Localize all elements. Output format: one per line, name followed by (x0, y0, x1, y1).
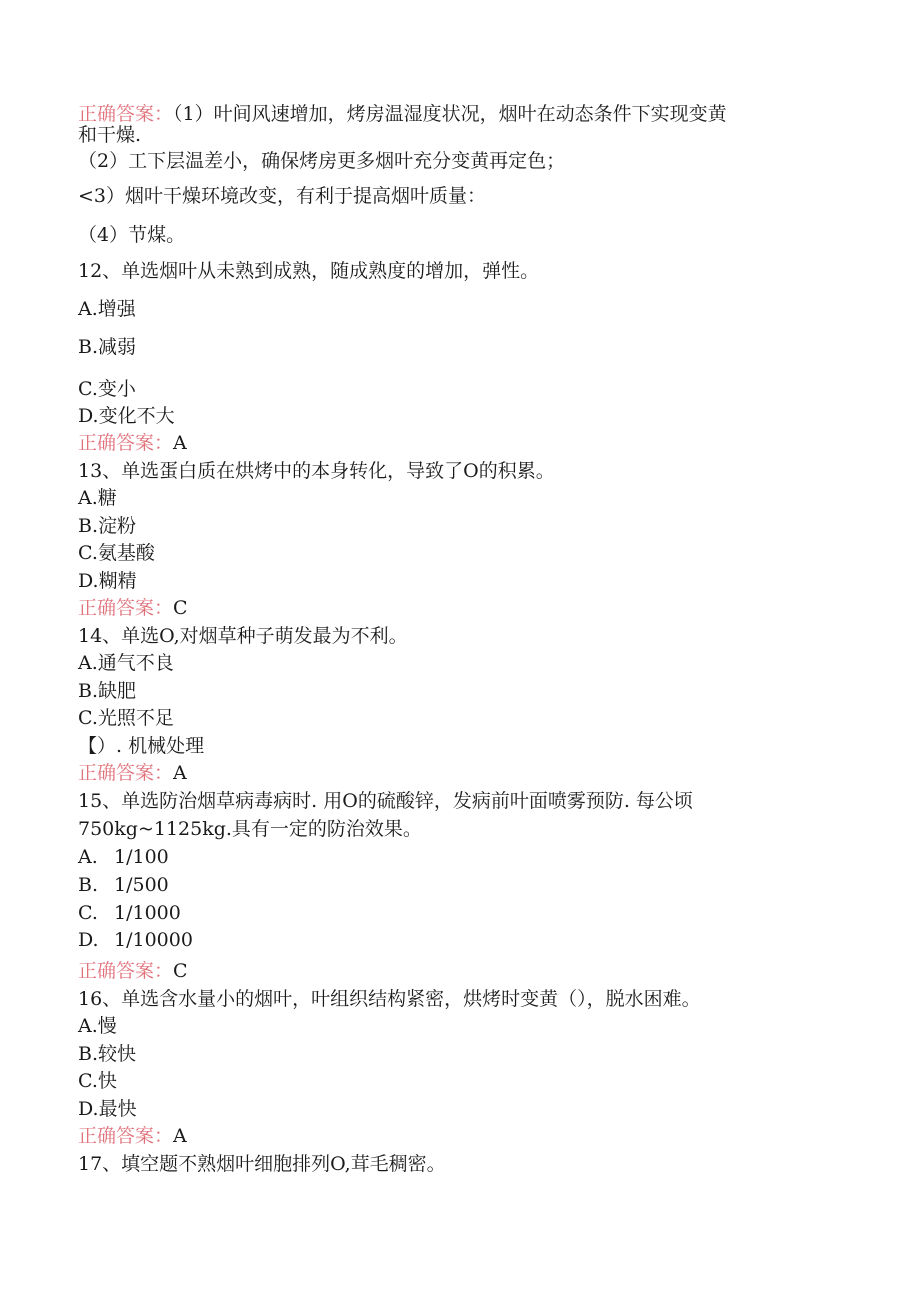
answer-label: 正确答案： (78, 103, 174, 125)
q16-option-d: D.最快 (78, 1098, 137, 1120)
answer-value: A (173, 762, 187, 784)
q15-option-c (78, 902, 181, 924)
answer-label: 正确答案： (78, 1125, 174, 1147)
q15-option-a (78, 846, 169, 868)
option-letter: B. (78, 874, 99, 896)
q15-stem-line-1: 15、单选防治烟草病毒病时. 用O的硫酸锌，发病前叶面喷雾预防. 每公顷 (78, 790, 693, 812)
q11-answer-line-2: 和干燥. (78, 124, 142, 146)
q11-answer-line-1 (78, 103, 727, 125)
q13-stem: 13、单选蛋白质在烘烤中的本身转化，导致了O的积累。 (78, 460, 555, 482)
q16-stem: 16、单选含水量小的烟叶，叶组织结构紧密，烘烤时变黄（），脱水困难。 (78, 988, 701, 1010)
answer-label: 正确答案： (78, 762, 174, 784)
q12-option-a: A.增强 (78, 298, 136, 320)
q14-stem: 14、单选O,对烟草种子萌发最为不利。 (78, 625, 408, 647)
option-letter: A. (78, 846, 98, 868)
answer-value: C (173, 597, 188, 619)
q16-answer (78, 1125, 187, 1147)
answer-value: A (173, 432, 187, 454)
q13-option-b: B.淀粉 (78, 515, 137, 537)
answer-label: 正确答案： (78, 597, 174, 619)
q15-option-b (78, 874, 169, 896)
option-text: 1/100 (114, 846, 169, 868)
q13-option-a: A.糖 (78, 487, 117, 509)
option-letter: D. (78, 929, 99, 951)
q14-option-b: B.缺肥 (78, 680, 137, 702)
q14-option-c: C.光照不足 (78, 707, 174, 729)
q12-option-b: B.减弱 (78, 336, 137, 358)
q11-answer-line-3: （2）工下层温差小，确保烤房更多烟叶充分变黄再定色； (78, 150, 566, 172)
answer-label: 正确答案： (78, 960, 174, 982)
answer-value: A (173, 1125, 187, 1147)
q11-answer-line-5: （4）节煤。 (78, 224, 186, 246)
q15-answer (78, 960, 188, 982)
q12-answer (78, 432, 187, 454)
q12-option-c: C.变小 (78, 378, 136, 400)
option-text: 1/500 (114, 874, 169, 896)
option-text: 1/10000 (114, 929, 193, 951)
answer-value: C (173, 960, 188, 982)
option-letter: C. (78, 902, 98, 924)
q16-option-c: C.快 (78, 1070, 117, 1092)
q15-stem-line-2: 750kg~1125kg.具有一定的防治效果。 (78, 818, 422, 840)
q13-option-c: C.氨基酸 (78, 542, 155, 564)
q11-answer-line-4: <3）烟叶干燥环境改变，有利于提高烟叶质量： (78, 185, 487, 207)
q15-option-d (78, 929, 193, 951)
answer-label: 正确答案： (78, 432, 174, 454)
q14-option-d: 【）. 机械处理 (78, 735, 205, 757)
q14-option-a: A.通气不良 (78, 652, 174, 674)
answer-text: （1）叶间风速增加，烤房温湿度状况，烟叶在动态条件下实现变黄 (173, 103, 727, 125)
option-text: 1/1000 (114, 902, 181, 924)
q16-option-a: A.慢 (78, 1015, 117, 1037)
q14-answer (78, 762, 187, 784)
q16-option-b: B.较快 (78, 1043, 137, 1065)
q12-stem: 12、单选烟叶从未熟到成熟，随成熟度的增加，弹性。 (78, 260, 540, 282)
q13-answer (78, 597, 188, 619)
q12-option-d: D.变化不大 (78, 405, 175, 427)
q13-option-d: D.糊精 (78, 570, 137, 592)
q17-stem: 17、填空题不熟烟叶细胞排列O,茸毛稠密。 (78, 1153, 446, 1175)
